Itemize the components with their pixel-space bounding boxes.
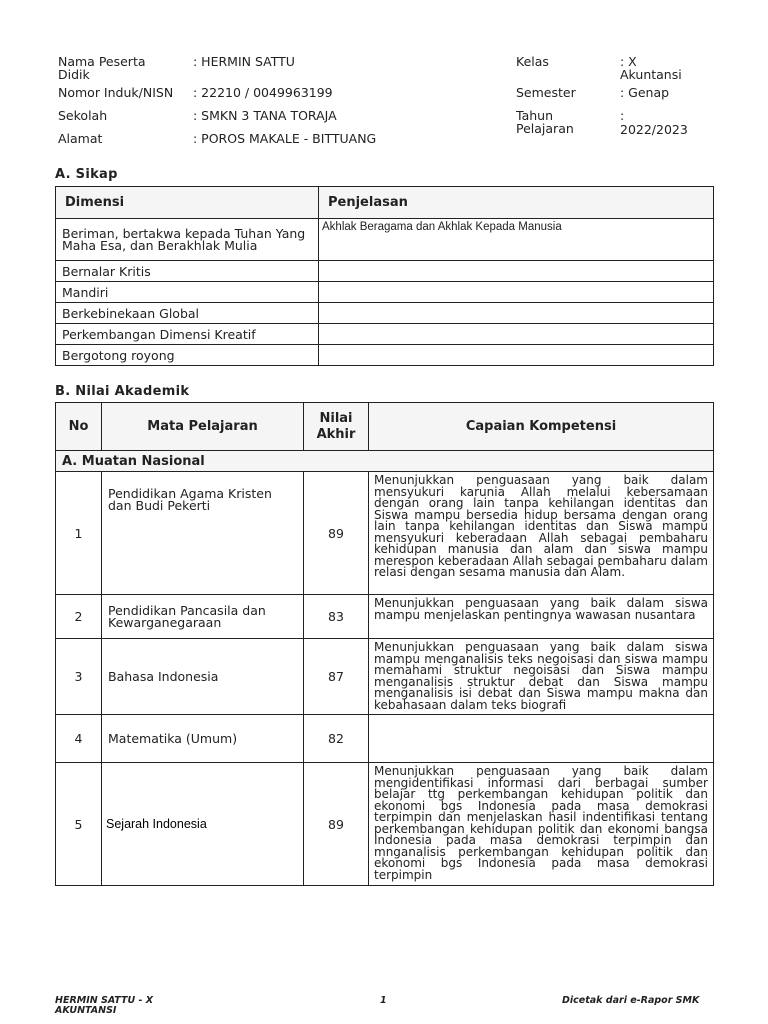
- sikap-penjelasan: [319, 261, 714, 282]
- row-mapel: Pendidikan Pancasila dan Kewarganegaraan: [102, 595, 304, 639]
- nilai-header-mapel: Mata Pelajaran: [102, 403, 304, 451]
- footer-printed-from: Dicetak dari e-Rapor SMK: [562, 995, 700, 1006]
- nilai-header-capaian: Capaian Kompetensi: [369, 403, 714, 451]
- sikap-dimensi: Beriman, bertakwa kepada Tuhan Yang Maha Esa, dan Berakhlak Mulia: [56, 219, 319, 261]
- nilai-header-no: No: [56, 403, 102, 451]
- row-capaian: Menunjukkan penguasaan yang baik dalam siswa mampu menganalisis teks negoisasi dan siswa mampu memahami struktur negoisasi dan Siswa mampu menganalisis struktur debat dan Siswa mampu menganalisis isi debat dan Siswa mampu makna dan kebahasaan dalam teks biografi: [369, 639, 714, 715]
- sikap-dimensi: Berkebinekaan Global: [56, 303, 319, 324]
- sikap-dimensi: Perkembangan Dimensi Kreatif: [56, 324, 319, 345]
- row-nilai: 89: [304, 763, 369, 886]
- semester-label: Semester: [516, 85, 576, 100]
- footer-page-number: 1: [380, 995, 387, 1006]
- table-row: [56, 715, 714, 763]
- sikap-dimensi: Bernalar Kritis: [56, 261, 319, 282]
- sikap-row: [56, 345, 714, 366]
- sikap-penjelasan: Akhlak Beragama dan Akhlak Kepada Manusia: [319, 219, 714, 261]
- sikap-table: [55, 186, 714, 366]
- sikap-row: [56, 219, 714, 261]
- row-nilai: 83: [304, 595, 369, 639]
- semester-value: : Genap: [620, 85, 670, 100]
- sikap-header-penjelasan: Penjelasan: [319, 187, 714, 219]
- row-capaian: Menunjukkan penguasaan yang baik dalam siswa mampu menjelaskan pentingnya wawasan nusantara: [369, 595, 714, 639]
- sikap-penjelasan: [319, 345, 714, 366]
- row-capaian: Menunjukkan penguasaan yang baik dalam mengidentifikasi informasi dari berbagai sumber belajar ttg perkembangan kehidupan politik dan ekonomi bgs Indonesia pada masa demokrasi terpimpin dan menjelaskan hasil indentifikasi tentang perkembangan kehidupan politik dan ekonomi bangsa Indonesia pada masa demokrasi terpimpin dan mnganalisis perkembangan kehidupan politik dan ekonomi bgs Indonesia pada masa demokrasi terpimpin: [369, 763, 714, 886]
- tahun-colon: :: [620, 108, 625, 123]
- sekolah-label: Sekolah: [58, 108, 108, 123]
- row-no: 1: [56, 472, 102, 595]
- table-row: [56, 639, 714, 715]
- row-no: 5: [56, 763, 102, 886]
- row-nilai: 82: [304, 715, 369, 763]
- nis-label: Nomor Induk/NISN: [58, 85, 174, 100]
- sikap-row: [56, 261, 714, 282]
- sikap-title: A. Sikap: [55, 167, 118, 182]
- sikap-row: [56, 282, 714, 303]
- sikap-header-dimensi: Dimensi: [56, 187, 319, 219]
- row-no: 2: [56, 595, 102, 639]
- row-no: 4: [56, 715, 102, 763]
- sikap-penjelasan: [319, 303, 714, 324]
- tahun-label: Tahun Pelajaran: [516, 108, 574, 136]
- tahun-value: 2022/2023: [620, 122, 688, 137]
- sikap-penjelasan: [319, 324, 714, 345]
- row-mapel: Sejarah Indonesia: [102, 763, 304, 886]
- nama-value: : HERMIN SATTU: [193, 54, 295, 69]
- kelas-value: : X Akuntansi: [620, 54, 682, 82]
- sikap-penjelasan: [319, 282, 714, 303]
- alamat-value: : POROS MAKALE - BITTUANG: [193, 131, 377, 146]
- row-nilai: 87: [304, 639, 369, 715]
- kelas-label: Kelas: [516, 54, 549, 69]
- row-mapel: Bahasa Indonesia: [102, 639, 304, 715]
- table-row: [56, 595, 714, 639]
- row-no: 3: [56, 639, 102, 715]
- nilai-header-nilai: Nilai Akhir: [304, 403, 369, 451]
- sikap-row: [56, 324, 714, 345]
- nilai-title: B. Nilai Akademik: [55, 384, 190, 399]
- sikap-dimensi: Mandiri: [56, 282, 319, 303]
- sikap-dimensi: Bergotong royong: [56, 345, 319, 366]
- row-nilai: 89: [304, 472, 369, 595]
- row-mapel: Matematika (Umum): [102, 715, 304, 763]
- row-capaian: Menunjukkan penguasaan yang baik dalam mensyukuri karunia Allah melalui kebersamaan dengan orang lain tanpa kehilangan identitas dan Siswa mampu bersedia hidup bersama dengan orang lain tanpa kehilangan identitas dan Siswa mampu mensyukuri keberadaan Allah sebagai pembaharu kehidupan manusia dan alam dan siswa mampu merespon keberadaan Allah sebagai pembaharu dalam relasi dengan sesama manusia dan Alam.: [369, 472, 714, 595]
- alamat-label: Alamat: [58, 131, 103, 146]
- footer-student: HERMIN SATTU - X AKUNTANSI: [55, 995, 154, 1016]
- sekolah-value: : SMKN 3 TANA TORAJA: [193, 108, 337, 123]
- table-row: [56, 472, 714, 595]
- group-muatan-nasional: A. Muatan Nasional: [56, 451, 714, 472]
- nis-value: : 22210 / 0049963199: [193, 85, 333, 100]
- nilai-table: [55, 402, 714, 886]
- table-row: [56, 763, 714, 886]
- sikap-row: [56, 303, 714, 324]
- row-mapel: Pendidikan Agama Kristen dan Budi Pekerti: [102, 472, 304, 595]
- nama-label: Nama Peserta Didik: [58, 54, 146, 82]
- row-capaian: [369, 715, 714, 763]
